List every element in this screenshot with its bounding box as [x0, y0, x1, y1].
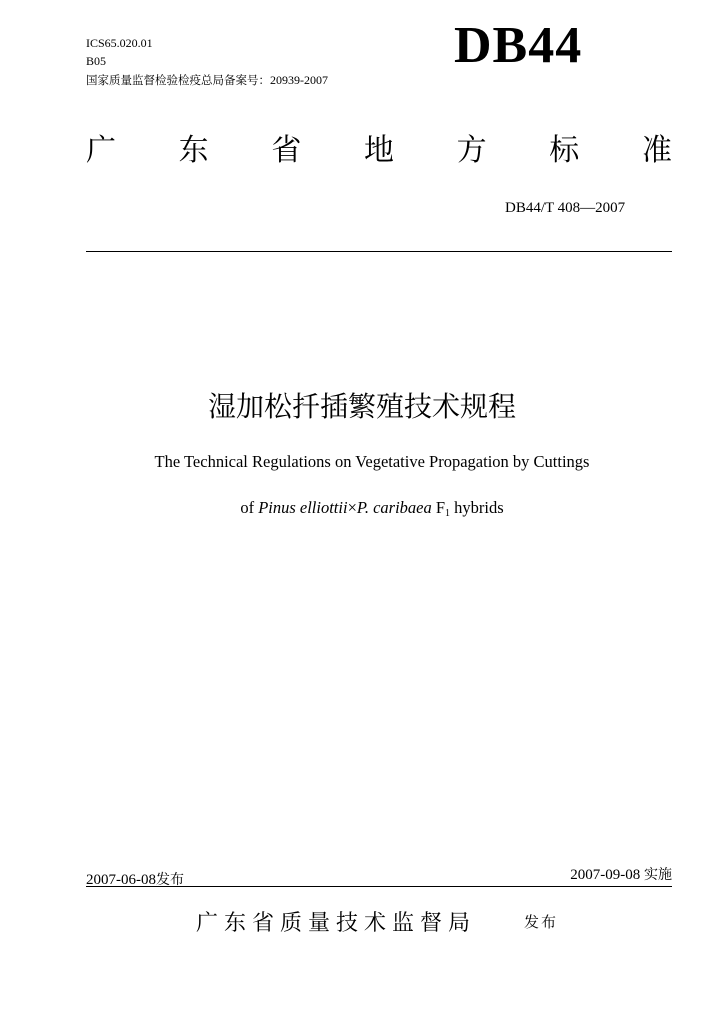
- species-name-1: Pinus elliottii: [258, 498, 348, 517]
- record-number-label: 国家质量监督检验检疫总局备案号：: [86, 73, 270, 87]
- publish-label: 发布: [524, 913, 559, 931]
- implement-date-value: 2007-09-08: [570, 867, 641, 883]
- standard-number: DB44/T 408—2007: [505, 200, 626, 216]
- footer-divider: [86, 886, 672, 887]
- cross-symbol: ×: [347, 498, 357, 517]
- standard-type-char: 省: [271, 133, 302, 168]
- standard-type-char: 准: [641, 133, 672, 168]
- issue-date-label: 发布: [156, 872, 184, 888]
- standard-type-char: 地: [363, 133, 394, 168]
- ics-code: ICS65.020.01: [86, 36, 153, 50]
- issue-date-value: 2007-06-08: [86, 872, 156, 888]
- title-chinese: 湿加松扦插繁殖技术规程: [207, 390, 516, 423]
- species-name-2: P. caribaea: [356, 498, 432, 517]
- title-suffix: hybrids: [450, 498, 504, 517]
- publisher-name: 广东省质量技术监督局: [196, 911, 477, 936]
- standard-type-char: 标: [549, 133, 580, 168]
- standard-type-char: 方: [456, 133, 487, 168]
- standard-type-heading: [86, 133, 672, 168]
- implement-date-label: 实施: [644, 867, 672, 883]
- implement-date: [570, 864, 672, 884]
- generation-label: F: [435, 498, 446, 517]
- ccs-code: B05: [86, 54, 107, 68]
- record-number: [86, 72, 328, 88]
- standard-type-char: 广: [86, 133, 116, 168]
- standard-logo: DB44: [454, 17, 583, 74]
- record-number-value: 20939-2007: [270, 73, 328, 87]
- header-divider: [86, 251, 672, 252]
- title-english-line1: The Technical Regulations on Vegetative Propagation by Cuttings: [154, 452, 590, 471]
- standard-type-char: 东: [178, 133, 209, 168]
- generation-subscript: 1: [445, 508, 451, 519]
- title-prefix: of: [240, 498, 259, 517]
- title-english-line2: [0, 498, 724, 519]
